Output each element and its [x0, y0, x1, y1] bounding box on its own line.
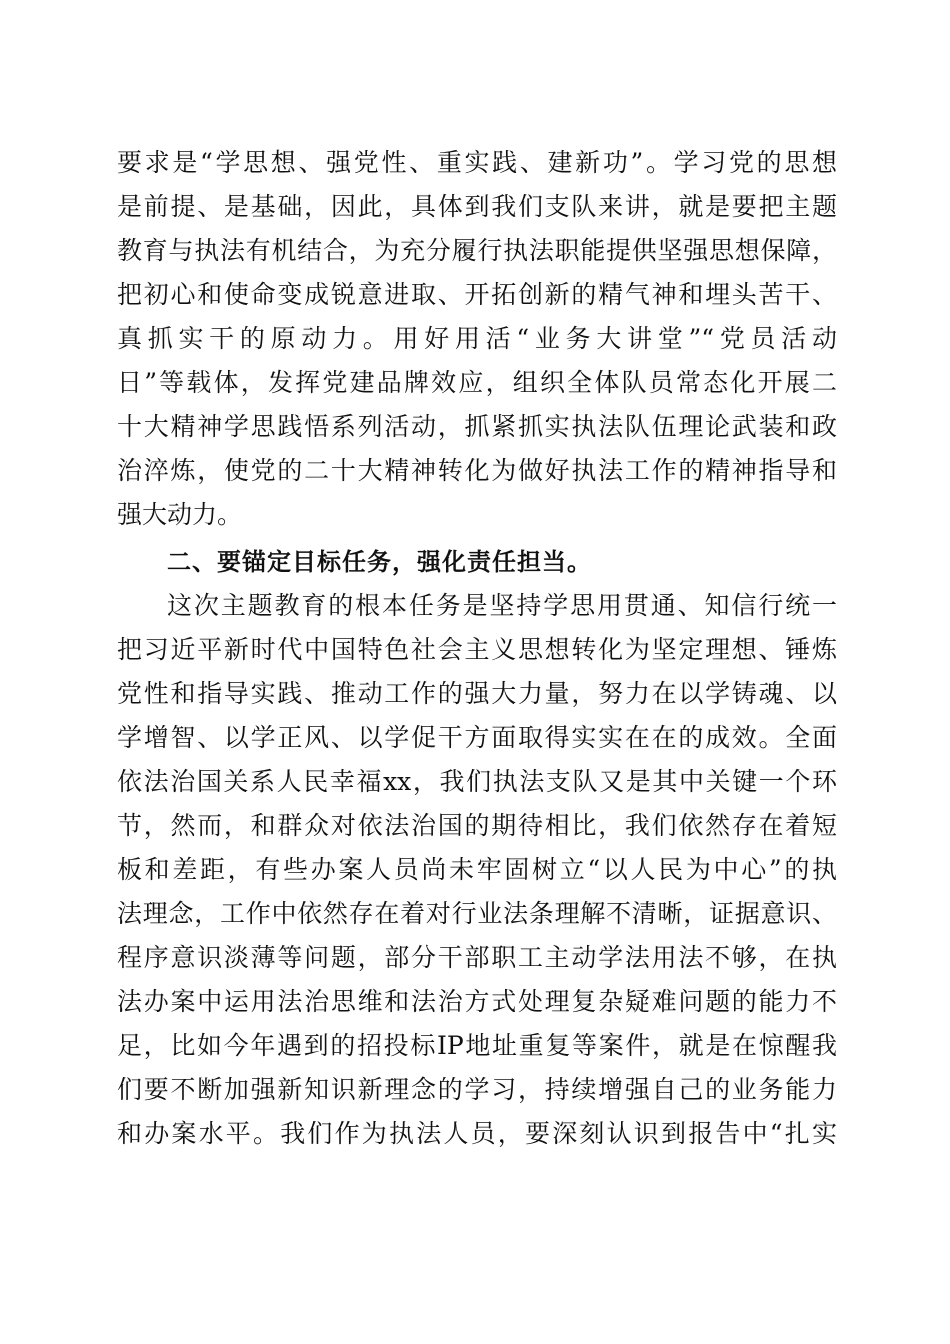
- paragraph-line: 们要不断加强新知识新理念的学习，持续增强自己的业务能力: [117, 1075, 837, 1104]
- paragraph-line: 十大精神学思践悟系列活动，抓紧抓实执法队伍理论武装和政: [117, 412, 837, 441]
- paragraph-line: 把习近平新时代中国特色社会主义思想转化为坚定理想、锤炼: [117, 635, 837, 664]
- section-heading: 二、要锚定目标任务，强化责任担当。: [167, 548, 592, 576]
- paragraph-line: 真抓实干的原动力。用好用活“业务大讲堂”“党员活动: [117, 324, 837, 353]
- paragraph-line: 要求是“学思想、强党性、重实践、建新功”。学习党的思想: [117, 148, 837, 177]
- paragraph-line: 足，比如今年遇到的招投标IP地址重复等案件，就是在惊醒我: [117, 1031, 837, 1060]
- paragraph-line: 教育与执法有机结合，为充分履行执法职能提供坚强思想保障，: [117, 236, 837, 265]
- paragraph-line: 法理念，工作中依然存在着对行业法条理解不清晰，证据意识、: [117, 899, 837, 928]
- paragraph-line: 治淬炼，使党的二十大精神转化为做好执法工作的精神指导和: [117, 456, 837, 485]
- paragraph-line: 学增智、以学正风、以学促干方面取得实实在在的成效。全面: [117, 723, 837, 752]
- paragraph-line: 是前提、是基础，因此，具体到我们支队来讲，就是要把主题: [117, 192, 837, 221]
- paragraph-line: 党性和指导实践、推动工作的强大力量，努力在以学铸魂、以: [117, 679, 837, 708]
- paragraph-line: 法办案中运用法治思维和法治方式处理复杂疑难问题的能力不: [117, 987, 837, 1016]
- paragraph-line: 强大动力。: [117, 500, 243, 529]
- paragraph-line: 把初心和使命变成锐意进取、开拓创新的精气神和埋头苦干、: [117, 280, 837, 309]
- paragraph-line: 日”等载体，发挥党建品牌效应，组织全体队员常态化开展二: [117, 368, 837, 397]
- paragraph-line: 依法治国关系人民幸福xx，我们执法支队又是其中关键一个环: [117, 767, 837, 796]
- paragraph-line: 板和差距，有些办案人员尚未牢固树立“以人民为中心”的执: [117, 855, 837, 884]
- paragraph-line: 这次主题教育的根本任务是坚持学思用贯通、知信行统一: [167, 591, 837, 620]
- paragraph-line: 程序意识淡薄等问题，部分干部职工主动学法用法不够，在执: [117, 943, 837, 972]
- paragraph-line: 和办案水平。我们作为执法人员，要深刻认识到报告中“扎实: [117, 1119, 837, 1148]
- paragraph-line: 节，然而，和群众对依法治国的期待相比，我们依然存在着短: [117, 811, 837, 840]
